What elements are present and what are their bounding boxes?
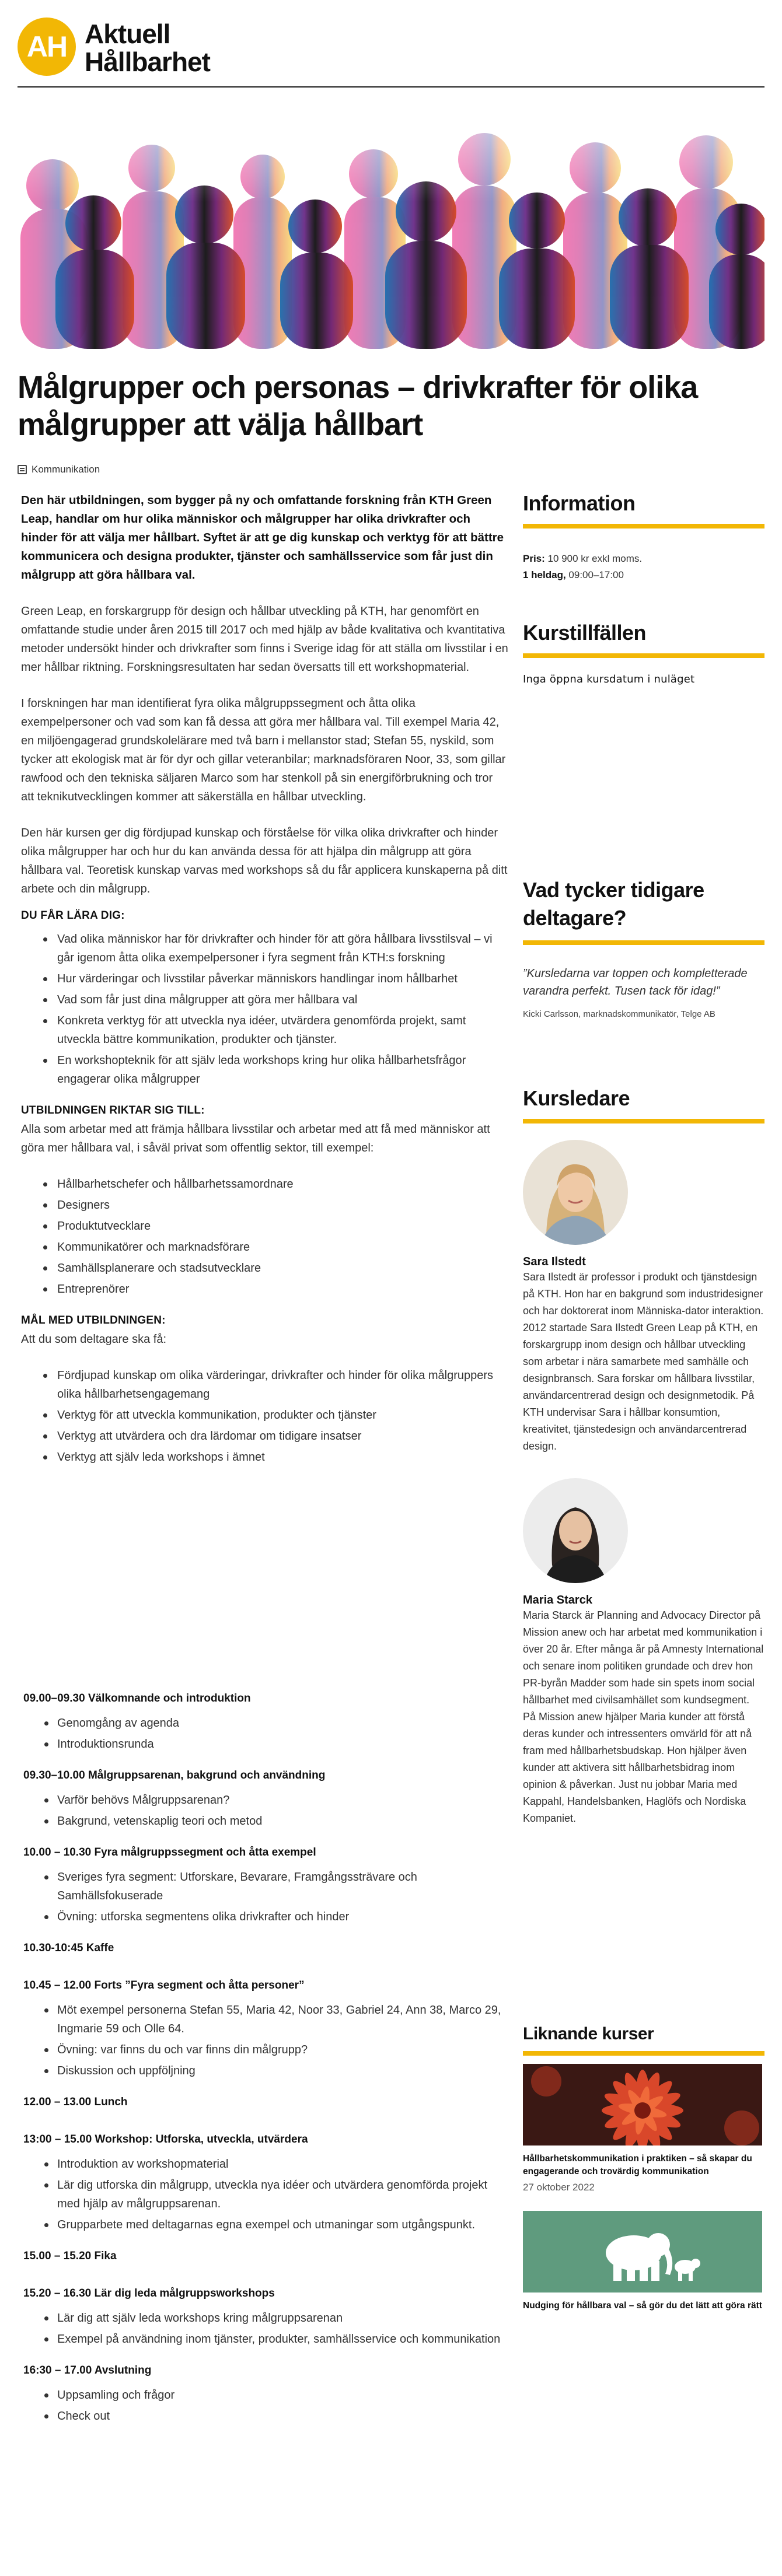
review-quote: ”Kursledarna var toppen och kompletterade varandra perfekt. Tusen tack för idag!” bbox=[523, 967, 748, 998]
schedule-slot bbox=[23, 1976, 511, 2080]
schedule-slot-title: 09.30–10.00 Målgruppsarenan, bakgrund och användning bbox=[23, 1769, 326, 1782]
list-item: Kommunikatörer och marknadsförare bbox=[21, 1238, 508, 1256]
list-item: En workshopteknik för att själv leda workshops kring hur olika hållbarhetsfrågor engagerar olika målgrupper bbox=[21, 1051, 508, 1088]
leader-name: Maria Starck bbox=[523, 1594, 592, 1606]
crowd-silhouettes-illustration bbox=[18, 104, 764, 349]
list-item: Uppsamling och frågor bbox=[23, 2386, 511, 2404]
list-item: Verktyg att utvärdera och dra lärdomar om tidigare insatser bbox=[21, 1427, 508, 1446]
list-item: Övning: var finns du och var finns din målgrupp? bbox=[23, 2041, 511, 2059]
flower-illustration bbox=[523, 2064, 762, 2146]
schedule-slot bbox=[23, 2093, 511, 2112]
schedule-slot bbox=[23, 2361, 511, 2426]
accent-bar bbox=[523, 653, 764, 658]
similar-course-image[interactable] bbox=[523, 2064, 762, 2146]
price-line bbox=[523, 551, 764, 567]
list-item: Grupparbete med deltagarnas egna exempel och utmaningar som utgångspunkt. bbox=[23, 2216, 511, 2234]
schedule-slot bbox=[23, 1939, 511, 1958]
page-title: Målgrupper och personas – drivkrafter för olika målgrupper att välja hållbart bbox=[18, 370, 698, 442]
similar-heading: Liknande kurser bbox=[523, 2024, 654, 2043]
review-author: Kicki Carlsson, marknadskommunikatör, Telge AB bbox=[523, 1009, 715, 1019]
audience-heading: UTBILDNINGEN RIKTAR SIG TILL: bbox=[21, 1104, 205, 1116]
course-schedule bbox=[23, 1689, 511, 2438]
audience-intro: Alla som arbetar med att främja hållbara livsstilar och arbetar med att få med människor att göra mer hållbara val, i såväl privat som offentlig sektor, till exempel: bbox=[21, 1123, 490, 1154]
elephant-illustration bbox=[523, 2211, 762, 2292]
learn-heading: DU FÅR LÄRA DIG: bbox=[21, 909, 125, 922]
leader-card bbox=[523, 1140, 764, 1455]
leader-avatar bbox=[523, 1140, 628, 1245]
leader-portrait-sara bbox=[523, 1140, 628, 1245]
accent-bar bbox=[523, 940, 764, 945]
list-item: Designers bbox=[21, 1196, 508, 1214]
article-paragraph-1: Green Leap, en forskargrupp för design och hållbar utveckling på KTH, har genomfört en omfattande studie under åren 2015 till 2017 och med hjälp av både kvalitativa och kvantitativa metoder undersökt hinder och drivkrafter som finns i Sverige idag för att ställa om livsstilar i en mer hållbar riktning. Forskningsresultaten har sedan översatts till ett workshopmaterial. bbox=[21, 605, 508, 674]
list-item: Lär dig utforska din målgrupp, utveckla nya idéer och utvärdera genomförda projekt med hjälp av målgruppsarenan. bbox=[23, 2176, 511, 2213]
brand-line-2: Hållbarhet bbox=[85, 47, 210, 77]
similar-courses bbox=[523, 2024, 764, 2312]
hero-image bbox=[18, 104, 764, 349]
leaders-heading: Kursledare bbox=[523, 1086, 630, 1110]
list-item: Vad olika människor har för drivkrafter och hinder för att göra hållbara livsstilsval – vi går igenom åtta olika exempelpersoner i fyra segment från KTH:s forskning bbox=[21, 930, 508, 967]
category-label: Kommunikation bbox=[32, 464, 100, 475]
price-label: Pris: bbox=[523, 553, 545, 564]
brand-name[interactable] bbox=[85, 20, 210, 76]
schedule-slot-title: 12.00 – 13.00 Lunch bbox=[23, 2096, 128, 2108]
info-heading: Information bbox=[523, 491, 636, 515]
goals-heading: MÅL MED UTBILDNINGEN: bbox=[21, 1314, 166, 1326]
schedule-slot bbox=[23, 2130, 511, 2234]
similar-course-card[interactable] bbox=[523, 2064, 764, 2193]
schedule-slot-title: 10.00 – 10.30 Fyra målgruppssegment och åtta exempel bbox=[23, 1846, 316, 1859]
no-dates-text: Inga öppna kursdatum i nuläget bbox=[523, 673, 695, 685]
leader-avatar bbox=[523, 1478, 628, 1583]
category-icon bbox=[18, 465, 27, 474]
accent-bar bbox=[523, 524, 764, 528]
schedule-slot-title: 10.45 – 12.00 Forts ”Fyra segment och åtta personer” bbox=[23, 1979, 305, 1992]
list-item: Fördjupad kunskap om olika värderingar, drivkrafter och hinder för olika målgruppers olika hållbarhetsengagemang bbox=[21, 1366, 508, 1404]
duration-label: 1 heldag, bbox=[523, 569, 566, 580]
list-item: Sveriges fyra segment: Utforskare, Bevarare, Framgångssträvare och Samhällsfokuserade bbox=[23, 1868, 511, 1905]
list-item: Introduktionsrunda bbox=[23, 1735, 511, 1754]
article-body bbox=[21, 491, 508, 1479]
price-value: 10 900 kr exkl moms. bbox=[547, 553, 643, 564]
brand-line-1: Aktuell bbox=[85, 19, 170, 49]
similar-course-title[interactable]: Nudging för hållbara val – så gör du det lätt att göra rätt bbox=[523, 2301, 762, 2311]
list-item: Lär dig att själv leda workshops kring målgruppsarenan bbox=[23, 2309, 511, 2328]
list-item: Varför behövs Målgruppsarenan? bbox=[23, 1791, 511, 1810]
reviews-heading: Vad tycker tidigare deltagare? bbox=[523, 878, 704, 930]
leader-name: Sara Ilstedt bbox=[523, 1255, 586, 1268]
schedule-slot-title: 13:00 – 15.00 Workshop: Utforska, utveckla, utvärdera bbox=[23, 2133, 308, 2146]
schedule-slot bbox=[23, 2284, 511, 2348]
duration-value: 09:00–17:00 bbox=[568, 569, 624, 580]
leader-bio: Maria Starck är Planning and Advocacy Director på Mission anew och har arbetat med kommunikation i över 20 år. Efter många år på Amnesty International och senare inom politiken grundade och drev hon PR-byrån Madder som hade sin spets inom social hållbarhet med civilsamhället som kundsegment. På Mission anew hjälper Maria kunder att förstå deras kunder och intressenters omvärld för att nå fram med hållbarhetsbudskap. Hon hjälper även kunder att aktivera sitt hållbarhetsbidrag inom opinion & påverkan. Just nu jobbar Maria med Kappahl, Handelsbanken, Haglöfs och Nordiska Kompaniet. bbox=[523, 1609, 764, 1824]
article-paragraph-3: Den här kursen ger dig fördjupad kunskap och förståelse för vilka olika drivkrafter och hinder olika målgrupper har och hur du kan använda dessa för att hjälpa din målgrupp att göra hållbara val. Teoretisk kunskap varvas med workshops så du får applicera kunskaperna på ditt arbete och din målgrupp. bbox=[21, 827, 508, 895]
list-item: Diskussion och uppföljning bbox=[23, 2062, 511, 2080]
schedule-slot-title: 16:30 – 17.00 Avslutning bbox=[23, 2364, 152, 2376]
schedule-slot-title: 09.00–09.30 Välkomnande och introduktion bbox=[23, 1692, 251, 1704]
schedule-slot bbox=[23, 1766, 511, 1831]
schedule-slot-title: 10.30-10:45 Kaffe bbox=[23, 1942, 114, 1954]
accent-bar bbox=[523, 1119, 764, 1124]
category-tag[interactable] bbox=[18, 464, 100, 475]
learn-list bbox=[21, 930, 508, 1088]
similar-course-title[interactable]: Hållbarhetskommunikation i praktiken – så skapar du engagerande och trovärdig kommunikation bbox=[523, 2154, 752, 2176]
list-item: Vad som får just dina målgrupper att göra mer hållbara val bbox=[21, 991, 508, 1009]
article-paragraph-2: I forskningen har man identifierat fyra olika målgruppssegment och åtta olika exempelpersoner och vad som kan få dessa att göra mer hållbara val. Till exempel Maria 42, en miljöengagerad grundskolelärare med två barn i mellanstor stad; Stefan 55, nyskild, som tycker att ekologisk mat är för dyr och gillar veteranbilar; marknadsföraren Noor, 33, som gillar rawfood och den tekniska säljaren Marco som har stenkoll på sin energiförbrukning och tror att teknikutvecklingen kommer att säkerställa en hållbar utveckling. bbox=[21, 697, 506, 803]
leader-portrait-maria bbox=[523, 1478, 628, 1583]
goals-list bbox=[21, 1366, 508, 1466]
course-leaders bbox=[523, 1086, 764, 1827]
similar-course-card[interactable] bbox=[523, 2211, 764, 2312]
list-item: Bakgrund, vetenskaplig teori och metod bbox=[23, 1812, 511, 1831]
list-item: Check out bbox=[23, 2407, 511, 2426]
list-item: Genomgång av agenda bbox=[23, 1714, 511, 1732]
list-item: Samhällsplanerare och stadsutvecklare bbox=[21, 1259, 508, 1278]
schedule-slot-title: 15.20 – 16.30 Lär dig leda målgruppsworkshops bbox=[23, 2287, 275, 2300]
duration-line bbox=[523, 567, 764, 583]
course-dates-box bbox=[523, 621, 764, 685]
list-item: Hållbarhetschefer och hållbarhetssamordnare bbox=[21, 1175, 508, 1194]
similar-course-date: 27 oktober 2022 bbox=[523, 2182, 595, 2193]
schedule-slot bbox=[23, 1689, 511, 1754]
article-lead: Den här utbildningen, som bygger på ny och omfattande forskning från KTH Green Leap, handlar om hur olika människor och målgrupper har olika drivkrafter och hinder för att välja mer hållbart. Syftet är att ge dig kunskap och verktyg för att bättre kommunicera och designa produkter, tjänster och samhällsservice som får just din målgrupp att göra hållbara val. bbox=[21, 494, 504, 582]
reviews-box bbox=[523, 876, 764, 1019]
schedule-slot bbox=[23, 2247, 511, 2266]
list-item: Verktyg att själv leda workshops i ämnet bbox=[21, 1448, 508, 1466]
list-item: Verktyg för att utveckla kommunikation, produkter och tjänster bbox=[21, 1406, 508, 1424]
list-item: Exempel på användning inom tjänster, produkter, samhällsservice och kommunikation bbox=[23, 2330, 511, 2348]
schedule-slot bbox=[23, 1843, 511, 1926]
leader-bio: Sara Ilstedt är professor i produkt och tjänstdesign på KTH. Hon har en bakgrund som industridesigner och har doktorerat inom Människa-dator interaktion. 2012 startade Sara Ilstedt Green Leap på KTH, en forskargrupp inom design och hållbar utveckling som arbetar i nära samarbete med samhälle och designbransch. Sara forskar om hållbara livsstilar, användarcentrerad design och designmetodik. På KTH undervisar Sara i hållbar konsumtion, kreativitet, tjänstedesign och användarcentrerad design. bbox=[523, 1271, 764, 1452]
list-item: Övning: utforska segmentens olika drivkrafter och hinder bbox=[23, 1908, 511, 1926]
leader-card bbox=[523, 1478, 764, 1827]
audience-list bbox=[21, 1175, 508, 1298]
goals-intro: Att du som deltagare ska få: bbox=[21, 1333, 167, 1346]
similar-course-image[interactable] bbox=[523, 2211, 762, 2292]
list-item: Hur värderingar och livsstilar påverkar människors handlingar inom hållbarhet bbox=[21, 970, 508, 988]
list-item: Möt exempel personerna Stefan 55, Maria 42, Noor 33, Gabriel 24, Ann 38, Marco 29, Ingmarie 59 och Olle 64. bbox=[23, 2001, 511, 2038]
list-item: Entreprenörer bbox=[21, 1280, 508, 1298]
logo-icon[interactable]: AH bbox=[18, 18, 76, 76]
list-item: Produktutvecklare bbox=[21, 1217, 508, 1236]
site-header bbox=[18, 12, 764, 88]
accent-bar bbox=[523, 2051, 764, 2056]
list-item: Introduktion av workshopmaterial bbox=[23, 2155, 511, 2174]
dates-heading: Kurstillfällen bbox=[523, 621, 647, 645]
list-item: Konkreta verktyg för att utveckla nya idéer, utvärdera genomförda projekt, samt utveckla bättre kommunikation, produkter och tjänster. bbox=[21, 1012, 508, 1049]
schedule-slot-title: 15.00 – 15.20 Fika bbox=[23, 2250, 117, 2262]
info-box bbox=[523, 491, 764, 583]
